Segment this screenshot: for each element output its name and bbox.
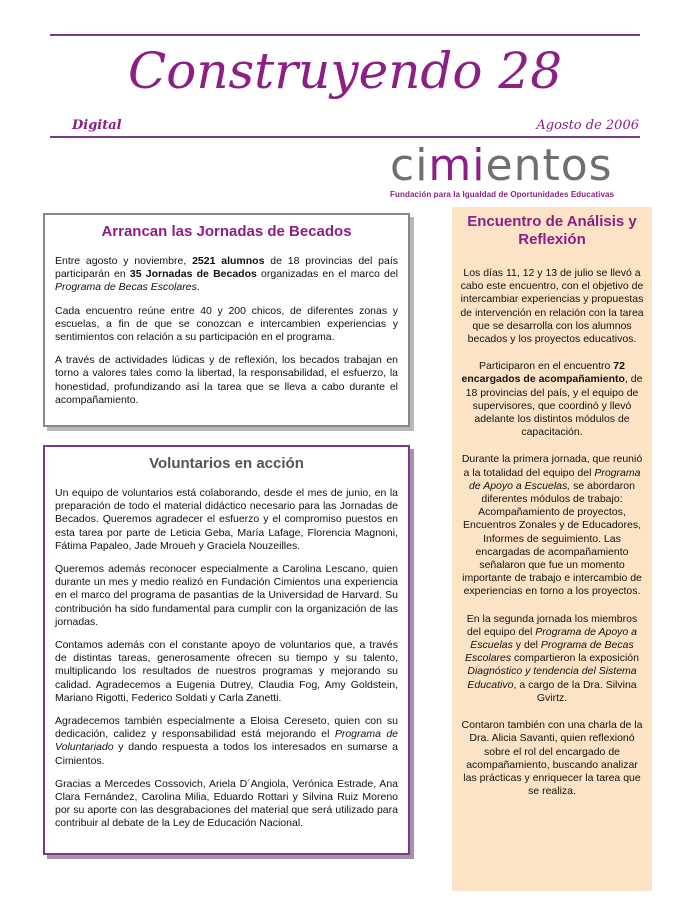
logo-word-start: ci bbox=[390, 140, 429, 191]
text-run: se abordaron diferentes módulos de trabajo: Acompañamiento de proyectos, Encuentros Zonales y de Educadores, Informes de seguimiento. Las encargadas de acompañamiento señalaron que fue un momento importante de trabajo e intercambio de experiencias en torno a los proyectos. bbox=[462, 479, 642, 598]
article-jornadas bbox=[43, 213, 410, 427]
sidebar-title: Encuentro de Análisis y Reflexión bbox=[467, 213, 637, 248]
logo-wordmark bbox=[390, 140, 640, 191]
italic-text: Programa de Apoyo a Escuelas bbox=[470, 625, 638, 652]
text-run: En la segunda jornada los miembros del equipo del bbox=[466, 612, 638, 638]
article-paragraph bbox=[55, 715, 398, 768]
text-run: organizadas en el marco del bbox=[256, 268, 398, 281]
italic-text: Programa de Apoyo a Escuelas, bbox=[469, 466, 641, 492]
article-title: Arrancan las Jornadas de Becados bbox=[101, 223, 352, 240]
sidebar-encuentro bbox=[452, 207, 652, 891]
bold-text: 2521 alumnos bbox=[192, 255, 265, 267]
text-run: . bbox=[196, 281, 200, 294]
article-paragraph: Queremos además reconocer especialmente a Carolina Lescano, quien durante un mes y medio realizó en Fundación Cimientos una experiencia en el marco del programa de pasantías de la Universidad de Harvard. Su contribución ha sido fundamental para cumplir con la organización de las jornadas. bbox=[55, 563, 398, 628]
article-paragraph: Gracias a Mercedes Cossovich, Ariela D´Angiola, Verónica Estrade, Ana Clara Fernández, Carolina Milia, Eduardo Rottari y Silvina Ruiz Moreno por su aporte con las desgrabaciones del material que será utilizado para contribuir al debate de la Ley de Educación Nacional. bbox=[55, 777, 398, 830]
article-voluntarios bbox=[43, 445, 410, 855]
text-run: Durante la primera jornada, que reunió a la totalidad del equipo del bbox=[461, 453, 643, 479]
bold-text: 35 Jornadas de Becados bbox=[129, 268, 257, 281]
bold-text: 72 encargados de acompañamiento bbox=[461, 360, 625, 386]
text-run: Participaron en el encuentro bbox=[479, 360, 614, 373]
text-run: , de 18 provincias del país, y el equipo de supervisores, que coordinó y llevó adelante los distintos módulos de capacitación. bbox=[465, 373, 643, 439]
text-run: y del bbox=[512, 639, 541, 652]
article-paragraph: A través de actividades lúdicas y de reflexión, los becados trabajan en torno a valores tales como la libertad, la responsabilidad, el esfuerzo, la honestidad, profundizando así la tarea que se lleva a cabo durante el acompañamiento. bbox=[55, 354, 398, 406]
sidebar-paragraph bbox=[460, 613, 644, 705]
edition-date: Agosto de 2006 bbox=[536, 118, 639, 133]
cimientos-logo bbox=[390, 140, 640, 204]
italic-text: Diagnóstico y tendencia del Sistema Educativo bbox=[467, 665, 637, 691]
article-paragraph bbox=[55, 255, 398, 295]
text-run: y dando respuesta a todos los interesados en sumarse a Cimientos. bbox=[55, 741, 398, 767]
sidebar-paragraph bbox=[460, 453, 644, 598]
article-title: Voluntarios en acción bbox=[149, 455, 304, 472]
text-run: , a cargo de la Dra. Silvina Gvirtz. bbox=[513, 678, 637, 704]
header-rule-top bbox=[50, 34, 640, 36]
text-run: Entre agosto y noviembre, bbox=[55, 255, 193, 267]
logo-word-end: entos bbox=[485, 140, 613, 191]
article-paragraph: Contamos además con el constante apoyo de voluntarios que, a través de distintas tareas, generosamente ofrecen su tiempo y su talento, multiplicando los resultados de nuestros programas y mejorando su calidad. Agradecemos a Eugenia Dutrey, Claudia Fog, Amy Goldstein, Mariano Rigotti, Federico Soldati y Carla Zanetti. bbox=[55, 639, 398, 704]
italic-text: Programa de Voluntariado bbox=[55, 728, 398, 754]
edition-label: Digital bbox=[72, 118, 122, 133]
text-run: Agradecemos también especialmente a Eloisa Cereseto, quien con su dedicación, calidez y responsabilidad está mejorando el bbox=[55, 715, 398, 741]
article-paragraph: Un equipo de voluntarios está colaborando, desde el mes de junio, en la preparación de todo el material didáctico necesario para las Jornadas de Becados. Queremos agradecer el esfuerzo y el compromiso puestos en esta tarea por parte de Leticia Geba, María Lafage, Florencia Magnoni, Fátima Papaleo, Jade Mroueh y Graciela Nouzeilles. bbox=[55, 487, 398, 552]
sidebar-paragraph: Los días 11, 12 y 13 de julio se llevó a cabo este encuentro, con el objetivo de intercambiar experiencias y propuestas de intervención en relación con la tarea que se desarrolla con los alumnos becados y los proyectos educativos. bbox=[460, 267, 644, 346]
logo-word-mid: mi bbox=[428, 140, 486, 191]
text-run: de 18 provincias del país participarán en bbox=[55, 255, 399, 281]
article-paragraph: Cada encuentro reúne entre 40 y 200 chicos, de diferentes zonas y escuelas, a fin de que se conozcan e intercambien experiencias y sentimientos con relación a su participación en el programa. bbox=[55, 304, 398, 344]
text-run: compartieron la exposición bbox=[511, 652, 639, 665]
header-rule-bottom bbox=[50, 136, 640, 138]
italic-text: Programa de Becas Escolares bbox=[465, 639, 634, 665]
sidebar-paragraph: Contaron también con una charla de la Dra. Alicia Savanti, quien reflexionó sobre el rol del encargado de acompañamiento, buscando analizar las prácticas y enriquecer la tarea que se realiza. bbox=[461, 719, 643, 798]
sidebar-paragraph bbox=[460, 360, 644, 439]
logo-tagline: Fundación para la Igualdad de Oportunidades Educativas bbox=[390, 190, 615, 199]
newsletter-title: Construyendo 28 bbox=[127, 42, 563, 100]
italic-text: Programa de Becas Escolares bbox=[55, 281, 197, 294]
